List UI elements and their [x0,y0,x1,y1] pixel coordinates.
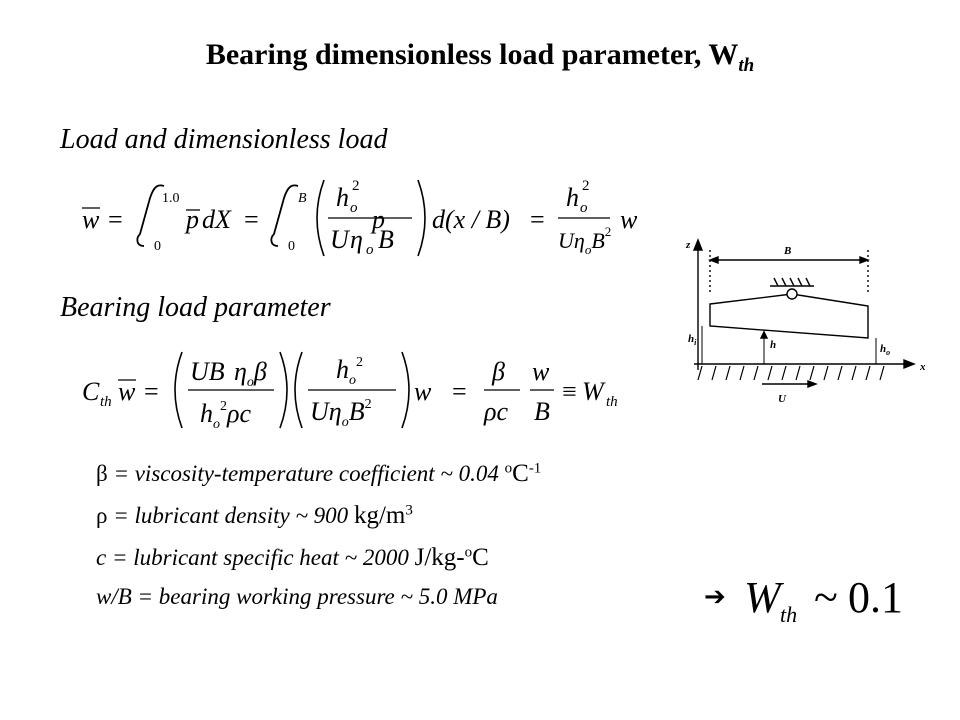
definition-rho-unit: kg/m [353,502,406,529]
diagram-h-label: h [770,339,777,351]
eq1-int2-upper: B [298,191,307,206]
eq1-U: U [330,225,349,254]
definition-beta-unit: C [512,460,529,487]
eq1-int1-upper: 1.0 [162,191,180,206]
eq2-W-sub: th [606,394,618,410]
eq2-den1: $h_o^2\rho c$ [200,399,252,432]
eq1-sq-num: 2 [352,178,360,194]
bearing-diagram-svg [680,234,940,410]
eq2-w: w [414,377,432,406]
definition-rho [96,502,413,530]
diagram-B-label: B [784,245,792,257]
diagram-x-label: x [920,361,926,373]
result-value: 0.1 [848,573,903,622]
diagram-U-label: U [778,393,786,405]
definition-c [96,544,489,572]
eq1-equals-3: = [530,205,545,234]
eq2-W: W [582,377,604,406]
eq2-C-sub: th [100,394,112,410]
parameter-equation-svg [74,344,634,436]
eq1-h-num: h [336,183,349,212]
parameter-equation [74,344,634,441]
eq2-eta: $\eta_o\beta$ [234,357,267,390]
eq1-o-num: o [350,200,358,216]
definition-wB-text: w/B = bearing working pressure ~ 5.0 MPa [96,584,498,609]
definition-rho-text: = lubricant density ~ 900 [107,503,354,528]
definition-beta-symbol: β [96,461,108,486]
result-expression-svg [744,568,914,632]
bearing-diagram [680,234,940,415]
definition-c-unit: J/kg- [414,544,465,571]
definition-c-text: c = lubricant specific heat ~ 2000 [96,545,415,570]
eq1-o-num2: o [580,200,588,216]
eq1-equals-2: = [244,205,259,234]
eq1-den2: $U\eta_oB^2$ [558,224,612,257]
load-equation-svg [74,172,644,264]
eq2-wbar: w [118,377,136,406]
eq1-B-den: B [378,225,394,254]
load-equation [74,172,644,269]
section-heading-parameter: Bearing load parameter [60,292,331,323]
definition-c-unit-post: C [472,544,489,571]
eq1-pbar: p [186,205,199,234]
definition-beta-text: = viscosity-temperature coefficient ~ 0.04 [107,461,505,486]
eq1-eta: η [350,225,363,254]
definition-c-unit-sup: o [464,544,473,561]
definition-beta-unit-sup: -1 [528,460,542,477]
slide-title-subscript: th [738,55,755,76]
eq2-den2: $U\eta_oB^2$ [310,397,372,430]
result-W-sub: th [780,602,798,627]
section-heading-load: Load and dimensionless load [60,124,388,155]
eq2-B-den: B [534,397,550,426]
eq1-int1-lower: 0 [154,239,161,254]
definition-rho-symbol: ρ [96,503,108,528]
diagram-hi-label: $h_i$ [688,333,697,347]
diagram-z-label: z [686,239,691,251]
slide-title-text: Bearing dimensionless load parameter, W [205,38,739,71]
result-W: W [744,573,781,622]
eq1-equals-1: = [108,205,123,234]
result-expression [744,568,914,637]
eq1-dxB: d(x / B) [432,205,510,234]
definition-wB [96,584,498,610]
eq2-equals-2: = [452,377,467,406]
eq2-beta: β [492,357,505,386]
eq2-num2: $h_o^2$ [336,355,363,388]
eq1-w: w [620,205,638,234]
definition-rho-unit-sup: 3 [405,502,413,519]
eq1-p-visible: p [372,205,385,234]
eq1-sq-num2: 2 [582,178,590,194]
eq1-dX: dX [202,205,231,234]
diagram-ho-label: $h_o$ [880,343,891,357]
slide-title [0,38,960,77]
result-tilde: ~ [814,573,838,622]
result-arrow: ➔ [704,582,726,612]
eq2-equiv: ≡ [562,377,577,406]
eq2-C: C [82,377,100,406]
eq1-o-den: o [366,242,374,258]
definition-beta-unit-pre: o [504,460,513,477]
eq2-equals-1: = [144,377,159,406]
eq2-w-num: w [532,357,550,386]
eq1-wbar: w [82,205,100,234]
eq1-int2-lower: 0 [288,239,295,254]
definition-beta [96,460,541,488]
eq2-UB: UB [190,357,225,386]
eq1-h-num2: h [566,183,579,212]
eq2-rhoc: ρc [484,397,509,426]
